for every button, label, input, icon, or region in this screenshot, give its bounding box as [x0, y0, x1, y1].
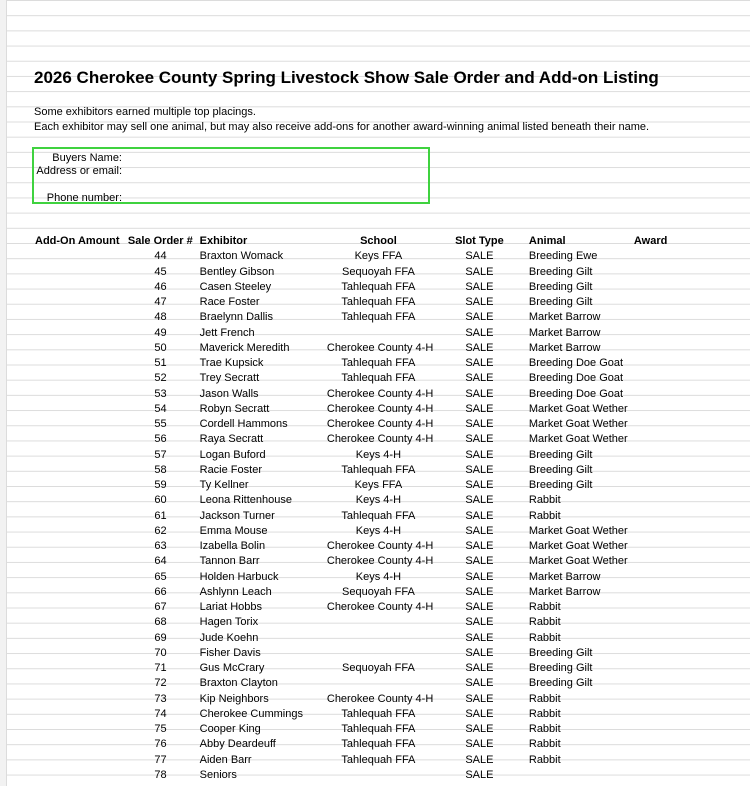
school-cell — [324, 326, 433, 341]
school-cell: Keys 4-H — [355, 524, 402, 537]
award-cell — [631, 631, 736, 646]
table-row — [32, 631, 736, 646]
slot-type-cell: SALE — [465, 692, 494, 705]
note-line: Some exhibitors earned multiple top placings. — [34, 106, 256, 118]
table-row — [32, 692, 736, 707]
slot-type-cell: SALE — [465, 448, 494, 461]
add-on-amount-cell[interactable] — [32, 768, 125, 783]
animal-cell: Market Goat Wether — [528, 402, 628, 415]
add-on-amount-cell[interactable] — [32, 402, 125, 417]
animal-cell: Market Goat Wether — [528, 555, 628, 568]
page-title: 2026 Cherokee County Spring Livestock Show Sale Order and Add-on Listing — [34, 68, 659, 87]
add-on-amount-cell[interactable] — [32, 371, 125, 386]
add-on-amount-cell[interactable] — [32, 570, 125, 585]
add-on-amount-cell[interactable] — [32, 356, 125, 371]
animal-cell: Market Goat Wether — [528, 524, 628, 537]
award-cell — [631, 341, 736, 356]
exhibitor-cell: Braelynn Dallis — [199, 311, 273, 324]
school-cell — [324, 615, 433, 630]
animal-cell: Market Barrow — [528, 341, 601, 354]
school-cell: Tahlequah FFA — [341, 311, 416, 324]
table-row — [32, 249, 736, 264]
table-row — [32, 707, 736, 722]
table-row — [32, 600, 736, 615]
exhibitor-cell: Ashlynn Leach — [199, 585, 272, 598]
exhibitor-cell: Bentley Gibson — [199, 265, 275, 278]
sale-order-cell: 44 — [154, 250, 167, 263]
table-row — [32, 554, 736, 569]
sale-order-cell: 70 — [154, 646, 167, 659]
award-cell — [631, 295, 736, 310]
animal-cell: Rabbit — [528, 631, 561, 644]
school-cell: Keys 4-H — [355, 448, 402, 461]
slot-type-cell: SALE — [465, 677, 494, 690]
award-cell — [631, 692, 736, 707]
table-row — [32, 570, 736, 585]
buyers-name-label: Buyers Name: — [52, 152, 122, 164]
award-cell — [631, 417, 736, 432]
add-on-amount-cell[interactable] — [32, 249, 125, 264]
exhibitor-cell: Cherokee Cummings — [199, 707, 303, 720]
add-on-amount-cell[interactable] — [32, 646, 125, 661]
slot-type-cell: SALE — [465, 753, 494, 766]
table-row — [32, 509, 736, 524]
award-cell — [631, 646, 736, 661]
animal-cell: Market Goat Wether — [528, 433, 628, 446]
slot-type-cell: SALE — [465, 418, 494, 431]
slot-type-cell: SALE — [465, 631, 494, 644]
sale-order-cell: 63 — [154, 540, 167, 553]
table-row — [32, 737, 736, 752]
add-on-amount-cell[interactable] — [32, 493, 125, 508]
slot-type-cell: SALE — [465, 311, 494, 324]
exhibitor-cell: Kip Neighbors — [199, 692, 269, 705]
add-on-amount-cell[interactable] — [32, 280, 125, 295]
table-header-row — [32, 234, 736, 249]
table-row — [32, 753, 736, 768]
school-cell: Tahlequah FFA — [341, 463, 416, 476]
school-cell: Sequoyah FFA — [342, 585, 415, 598]
phone-number-label: Phone number: — [46, 192, 122, 204]
slot-type-cell: SALE — [465, 296, 494, 309]
sale-order-table — [32, 234, 736, 783]
table-row — [32, 265, 736, 280]
table-row — [32, 768, 736, 783]
exhibitor-cell: Jason Walls — [199, 387, 259, 400]
slot-type-cell: SALE — [465, 723, 494, 736]
slot-type-cell: SALE — [465, 250, 494, 263]
sale-order-cell: 59 — [154, 479, 167, 492]
animal-cell: Breeding Gilt — [528, 662, 593, 675]
award-cell — [631, 722, 736, 737]
header-award: Award — [633, 235, 668, 248]
animal-cell: Rabbit — [528, 753, 561, 766]
slot-type-cell: SALE — [465, 280, 494, 293]
add-on-amount-cell[interactable] — [32, 432, 125, 447]
exhibitor-cell: Robyn Secratt — [199, 402, 270, 415]
sale-order-cell: 49 — [154, 326, 167, 339]
table-row — [32, 615, 736, 630]
award-cell — [631, 463, 736, 478]
add-on-amount-cell[interactable] — [32, 448, 125, 463]
add-on-amount-cell[interactable] — [32, 737, 125, 752]
award-cell — [631, 585, 736, 600]
slot-type-cell: SALE — [465, 479, 494, 492]
add-on-amount-cell[interactable] — [32, 585, 125, 600]
school-cell: Keys FFA — [354, 479, 403, 492]
animal-cell: Breeding Gilt — [528, 280, 593, 293]
school-cell: Tahlequah FFA — [341, 296, 416, 309]
exhibitor-cell: Lariat Hobbs — [199, 601, 262, 614]
school-cell: Cherokee County 4-H — [326, 341, 433, 354]
slot-type-cell: SALE — [465, 433, 494, 446]
exhibitor-cell: Jett French — [199, 326, 255, 339]
school-cell — [324, 631, 433, 646]
sale-order-cell: 74 — [154, 707, 167, 720]
award-cell — [631, 676, 736, 691]
school-cell — [324, 768, 433, 783]
spreadsheet-page — [6, 0, 750, 786]
school-cell: Cherokee County 4-H — [326, 433, 433, 446]
sale-order-cell: 52 — [154, 372, 167, 385]
award-cell — [631, 326, 736, 341]
sale-order-cell: 78 — [154, 768, 167, 781]
add-on-amount-cell[interactable] — [32, 310, 125, 325]
exhibitor-cell: Seniors — [199, 768, 237, 781]
exhibitor-cell: Maverick Meredith — [199, 341, 290, 354]
award-cell — [631, 356, 736, 371]
animal-cell: Breeding Gilt — [528, 677, 593, 690]
header-school: School — [360, 235, 397, 248]
add-on-amount-cell[interactable] — [32, 631, 125, 646]
school-cell — [324, 676, 433, 691]
header-animal: Animal — [528, 235, 566, 248]
slot-type-cell: SALE — [465, 326, 494, 339]
award-cell — [631, 280, 736, 295]
add-on-amount-cell[interactable] — [32, 707, 125, 722]
award-cell — [631, 768, 736, 783]
table-row — [32, 326, 736, 341]
school-cell: Tahlequah FFA — [341, 738, 416, 751]
sale-order-cell: 65 — [154, 570, 167, 583]
sale-order-cell: 67 — [154, 601, 167, 614]
award-cell — [631, 493, 736, 508]
buyer-info-box[interactable] — [32, 147, 430, 204]
add-on-amount-cell[interactable] — [32, 753, 125, 768]
exhibitor-cell: Holden Harbuck — [199, 570, 279, 583]
sale-order-cell: 57 — [154, 448, 167, 461]
school-cell: Tahlequah FFA — [341, 357, 416, 370]
add-on-amount-cell[interactable] — [32, 417, 125, 432]
sale-order-cell: 56 — [154, 433, 167, 446]
exhibitor-cell: Aiden Barr — [199, 753, 252, 766]
school-cell: Cherokee County 4-H — [326, 601, 433, 614]
slot-type-cell: SALE — [465, 463, 494, 476]
award-cell — [631, 539, 736, 554]
sale-order-cell: 48 — [154, 311, 167, 324]
sale-order-cell: 46 — [154, 280, 167, 293]
award-cell — [631, 509, 736, 524]
sale-order-cell: 53 — [154, 387, 167, 400]
award-cell — [631, 554, 736, 569]
school-cell: Cherokee County 4-H — [326, 540, 433, 553]
slot-type-cell: SALE — [465, 768, 494, 781]
animal-cell: Market Barrow — [528, 326, 601, 339]
animal-cell: Rabbit — [528, 601, 561, 614]
add-on-amount-cell[interactable] — [32, 478, 125, 493]
animal-cell: Breeding Gilt — [528, 463, 593, 476]
slot-type-cell: SALE — [465, 601, 494, 614]
animal-cell: Rabbit — [528, 616, 561, 629]
table-row — [32, 493, 736, 508]
sale-order-cell: 71 — [154, 662, 167, 675]
table-row — [32, 661, 736, 676]
sale-order-cell: 66 — [154, 585, 167, 598]
sale-order-cell: 75 — [154, 723, 167, 736]
exhibitor-cell: Logan Buford — [199, 448, 266, 461]
exhibitor-cell: Trae Kupsick — [199, 357, 264, 370]
sale-order-cell: 76 — [154, 738, 167, 751]
sale-order-cell: 60 — [154, 494, 167, 507]
school-cell: Cherokee County 4-H — [326, 387, 433, 400]
animal-cell: Breeding Gilt — [528, 265, 593, 278]
animal-cell: Rabbit — [528, 707, 561, 720]
table-row — [32, 448, 736, 463]
exhibitor-cell: Braxton Clayton — [199, 677, 278, 690]
table-body — [32, 249, 736, 783]
school-cell: Keys 4-H — [355, 570, 402, 583]
exhibitor-cell: Abby Deardeuff — [199, 738, 276, 751]
animal-cell: Market Barrow — [528, 311, 601, 324]
animal-cell: Rabbit — [528, 723, 561, 736]
exhibitor-cell: Emma Mouse — [199, 524, 268, 537]
exhibitor-cell: Race Foster — [199, 296, 260, 309]
table-row — [32, 371, 736, 386]
award-cell — [631, 570, 736, 585]
award-cell — [631, 615, 736, 630]
exhibitor-cell: Racie Foster — [199, 463, 262, 476]
sale-order-cell: 69 — [154, 631, 167, 644]
sale-order-cell: 73 — [154, 692, 167, 705]
animal-cell: Breeding Ewe — [528, 250, 598, 263]
add-on-amount-cell[interactable] — [32, 265, 125, 280]
animal-cell: Breeding Doe Goat — [528, 387, 624, 400]
school-cell: Tahlequah FFA — [341, 753, 416, 766]
school-cell: Sequoyah FFA — [342, 265, 415, 278]
exhibitor-cell: Izabella Bolin — [199, 540, 266, 553]
animal-cell: Breeding Gilt — [528, 479, 593, 492]
slot-type-cell: SALE — [465, 646, 494, 659]
table-row — [32, 722, 736, 737]
slot-type-cell: SALE — [465, 341, 494, 354]
table-row — [32, 432, 736, 447]
animal-cell: Market Goat Wether — [528, 418, 628, 431]
award-cell — [631, 753, 736, 768]
slot-type-cell: SALE — [465, 662, 494, 675]
sale-order-cell: 61 — [154, 509, 167, 522]
exhibitor-cell: Jude Koehn — [199, 631, 259, 644]
animal-cell: Breeding Doe Goat — [528, 357, 624, 370]
exhibitor-cell: Trey Secratt — [199, 372, 260, 385]
header-add-on-amount: Add-On Amount — [35, 235, 120, 248]
table-row — [32, 646, 736, 661]
school-cell: Cherokee County 4-H — [326, 555, 433, 568]
award-cell — [631, 432, 736, 447]
animal-cell: Breeding Gilt — [528, 646, 593, 659]
award-cell — [631, 265, 736, 280]
slot-type-cell: SALE — [465, 738, 494, 751]
slot-type-cell: SALE — [465, 357, 494, 370]
sale-order-cell: 45 — [154, 265, 167, 278]
exhibitor-cell: Jackson Turner — [199, 509, 275, 522]
slot-type-cell: SALE — [465, 372, 494, 385]
sale-order-cell: 58 — [154, 463, 167, 476]
exhibitor-cell: Cordell Hammons — [199, 418, 288, 431]
add-on-amount-cell[interactable] — [32, 676, 125, 691]
slot-type-cell: SALE — [465, 540, 494, 553]
animal-cell — [526, 768, 631, 783]
add-on-amount-cell[interactable] — [32, 539, 125, 554]
add-on-amount-cell[interactable] — [32, 295, 125, 310]
table-row — [32, 341, 736, 356]
slot-type-cell: SALE — [465, 387, 494, 400]
animal-cell: Breeding Gilt — [528, 448, 593, 461]
add-on-amount-cell[interactable] — [32, 722, 125, 737]
sale-order-cell: 47 — [154, 296, 167, 309]
table-row — [32, 585, 736, 600]
school-cell — [324, 646, 433, 661]
add-on-amount-cell[interactable] — [32, 463, 125, 478]
table-row — [32, 417, 736, 432]
table-row — [32, 356, 736, 371]
sale-order-cell: 64 — [154, 555, 167, 568]
add-on-amount-cell[interactable] — [32, 509, 125, 524]
sale-order-cell: 51 — [154, 357, 167, 370]
school-cell: Tahlequah FFA — [341, 707, 416, 720]
exhibitor-cell: Casen Steeley — [199, 280, 272, 293]
animal-cell: Breeding Gilt — [528, 296, 593, 309]
table-row — [32, 310, 736, 325]
table-row — [32, 463, 736, 478]
sale-order-cell: 50 — [154, 341, 167, 354]
slot-type-cell: SALE — [465, 555, 494, 568]
table-row — [32, 402, 736, 417]
animal-cell: Rabbit — [528, 738, 561, 751]
sale-order-cell: 62 — [154, 524, 167, 537]
exhibitor-cell: Tannon Barr — [199, 555, 260, 568]
add-on-amount-cell[interactable] — [32, 326, 125, 341]
add-on-amount-cell[interactable] — [32, 692, 125, 707]
sale-order-cell: 77 — [154, 753, 167, 766]
add-on-amount-cell[interactable] — [32, 524, 125, 539]
award-cell — [631, 310, 736, 325]
sale-order-cell: 72 — [154, 677, 167, 690]
slot-type-cell: SALE — [465, 585, 494, 598]
slot-type-cell: SALE — [465, 616, 494, 629]
slot-type-cell: SALE — [465, 570, 494, 583]
award-cell — [631, 448, 736, 463]
exhibitor-cell: Braxton Womack — [199, 250, 284, 263]
animal-cell: Market Barrow — [528, 570, 601, 583]
school-cell: Tahlequah FFA — [341, 372, 416, 385]
award-cell — [631, 402, 736, 417]
sale-order-cell: 68 — [154, 616, 167, 629]
add-on-amount-cell[interactable] — [32, 661, 125, 676]
animal-cell: Market Barrow — [528, 585, 601, 598]
school-cell: Cherokee County 4-H — [326, 418, 433, 431]
school-cell: Cherokee County 4-H — [326, 402, 433, 415]
slot-type-cell: SALE — [465, 402, 494, 415]
award-cell — [631, 387, 736, 402]
school-cell: Tahlequah FFA — [341, 280, 416, 293]
address-email-label: Address or email: — [36, 165, 122, 177]
school-cell: Sequoyah FFA — [342, 662, 415, 675]
exhibitor-cell: Gus McCrary — [199, 662, 265, 675]
slot-type-cell: SALE — [465, 494, 494, 507]
school-cell: Cherokee County 4-H — [326, 692, 433, 705]
slot-type-cell: SALE — [465, 509, 494, 522]
add-on-amount-cell[interactable] — [32, 341, 125, 356]
award-cell — [631, 707, 736, 722]
school-cell: Keys FFA — [354, 250, 403, 263]
animal-cell: Rabbit — [528, 494, 561, 507]
add-on-amount-cell[interactable] — [32, 554, 125, 569]
header-exhibitor: Exhibitor — [199, 235, 248, 248]
slot-type-cell: SALE — [465, 265, 494, 278]
table-row — [32, 478, 736, 493]
school-cell: Tahlequah FFA — [341, 723, 416, 736]
add-on-amount-cell[interactable] — [32, 600, 125, 615]
award-cell — [631, 524, 736, 539]
table-row — [32, 676, 736, 691]
exhibitor-cell: Raya Secratt — [199, 433, 264, 446]
table-row — [32, 280, 736, 295]
slot-type-cell: SALE — [465, 524, 494, 537]
exhibitor-cell: Ty Kellner — [199, 479, 249, 492]
exhibitor-cell: Hagen Torix — [199, 616, 259, 629]
table-row — [32, 524, 736, 539]
slot-type-cell: SALE — [465, 707, 494, 720]
header-sale-order: Sale Order # — [127, 235, 193, 248]
exhibitor-cell: Fisher Davis — [199, 646, 261, 659]
add-on-amount-cell[interactable] — [32, 387, 125, 402]
sale-order-cell: 54 — [154, 402, 167, 415]
table-row — [32, 387, 736, 402]
note-line: Each exhibitor may sell one animal, but may also receive add-ons for another award-winning animal listed beneath their name. — [34, 121, 650, 133]
add-on-amount-cell[interactable] — [32, 615, 125, 630]
animal-cell: Market Goat Wether — [528, 540, 628, 553]
award-cell — [631, 600, 736, 615]
header-slot-type: Slot Type — [455, 235, 504, 248]
animal-cell: Rabbit — [528, 509, 561, 522]
award-cell — [631, 478, 736, 493]
school-cell: Tahlequah FFA — [341, 509, 416, 522]
award-cell — [631, 371, 736, 386]
table-row — [32, 539, 736, 554]
sale-order-cell: 55 — [154, 418, 167, 431]
exhibitor-cell: Leona Rittenhouse — [199, 494, 292, 507]
animal-cell: Rabbit — [528, 692, 561, 705]
exhibitor-cell: Cooper King — [199, 723, 261, 736]
school-cell: Keys 4-H — [355, 494, 402, 507]
table-row — [32, 295, 736, 310]
award-cell — [631, 249, 736, 264]
animal-cell: Breeding Doe Goat — [528, 372, 624, 385]
award-cell — [631, 661, 736, 676]
award-cell — [631, 737, 736, 752]
